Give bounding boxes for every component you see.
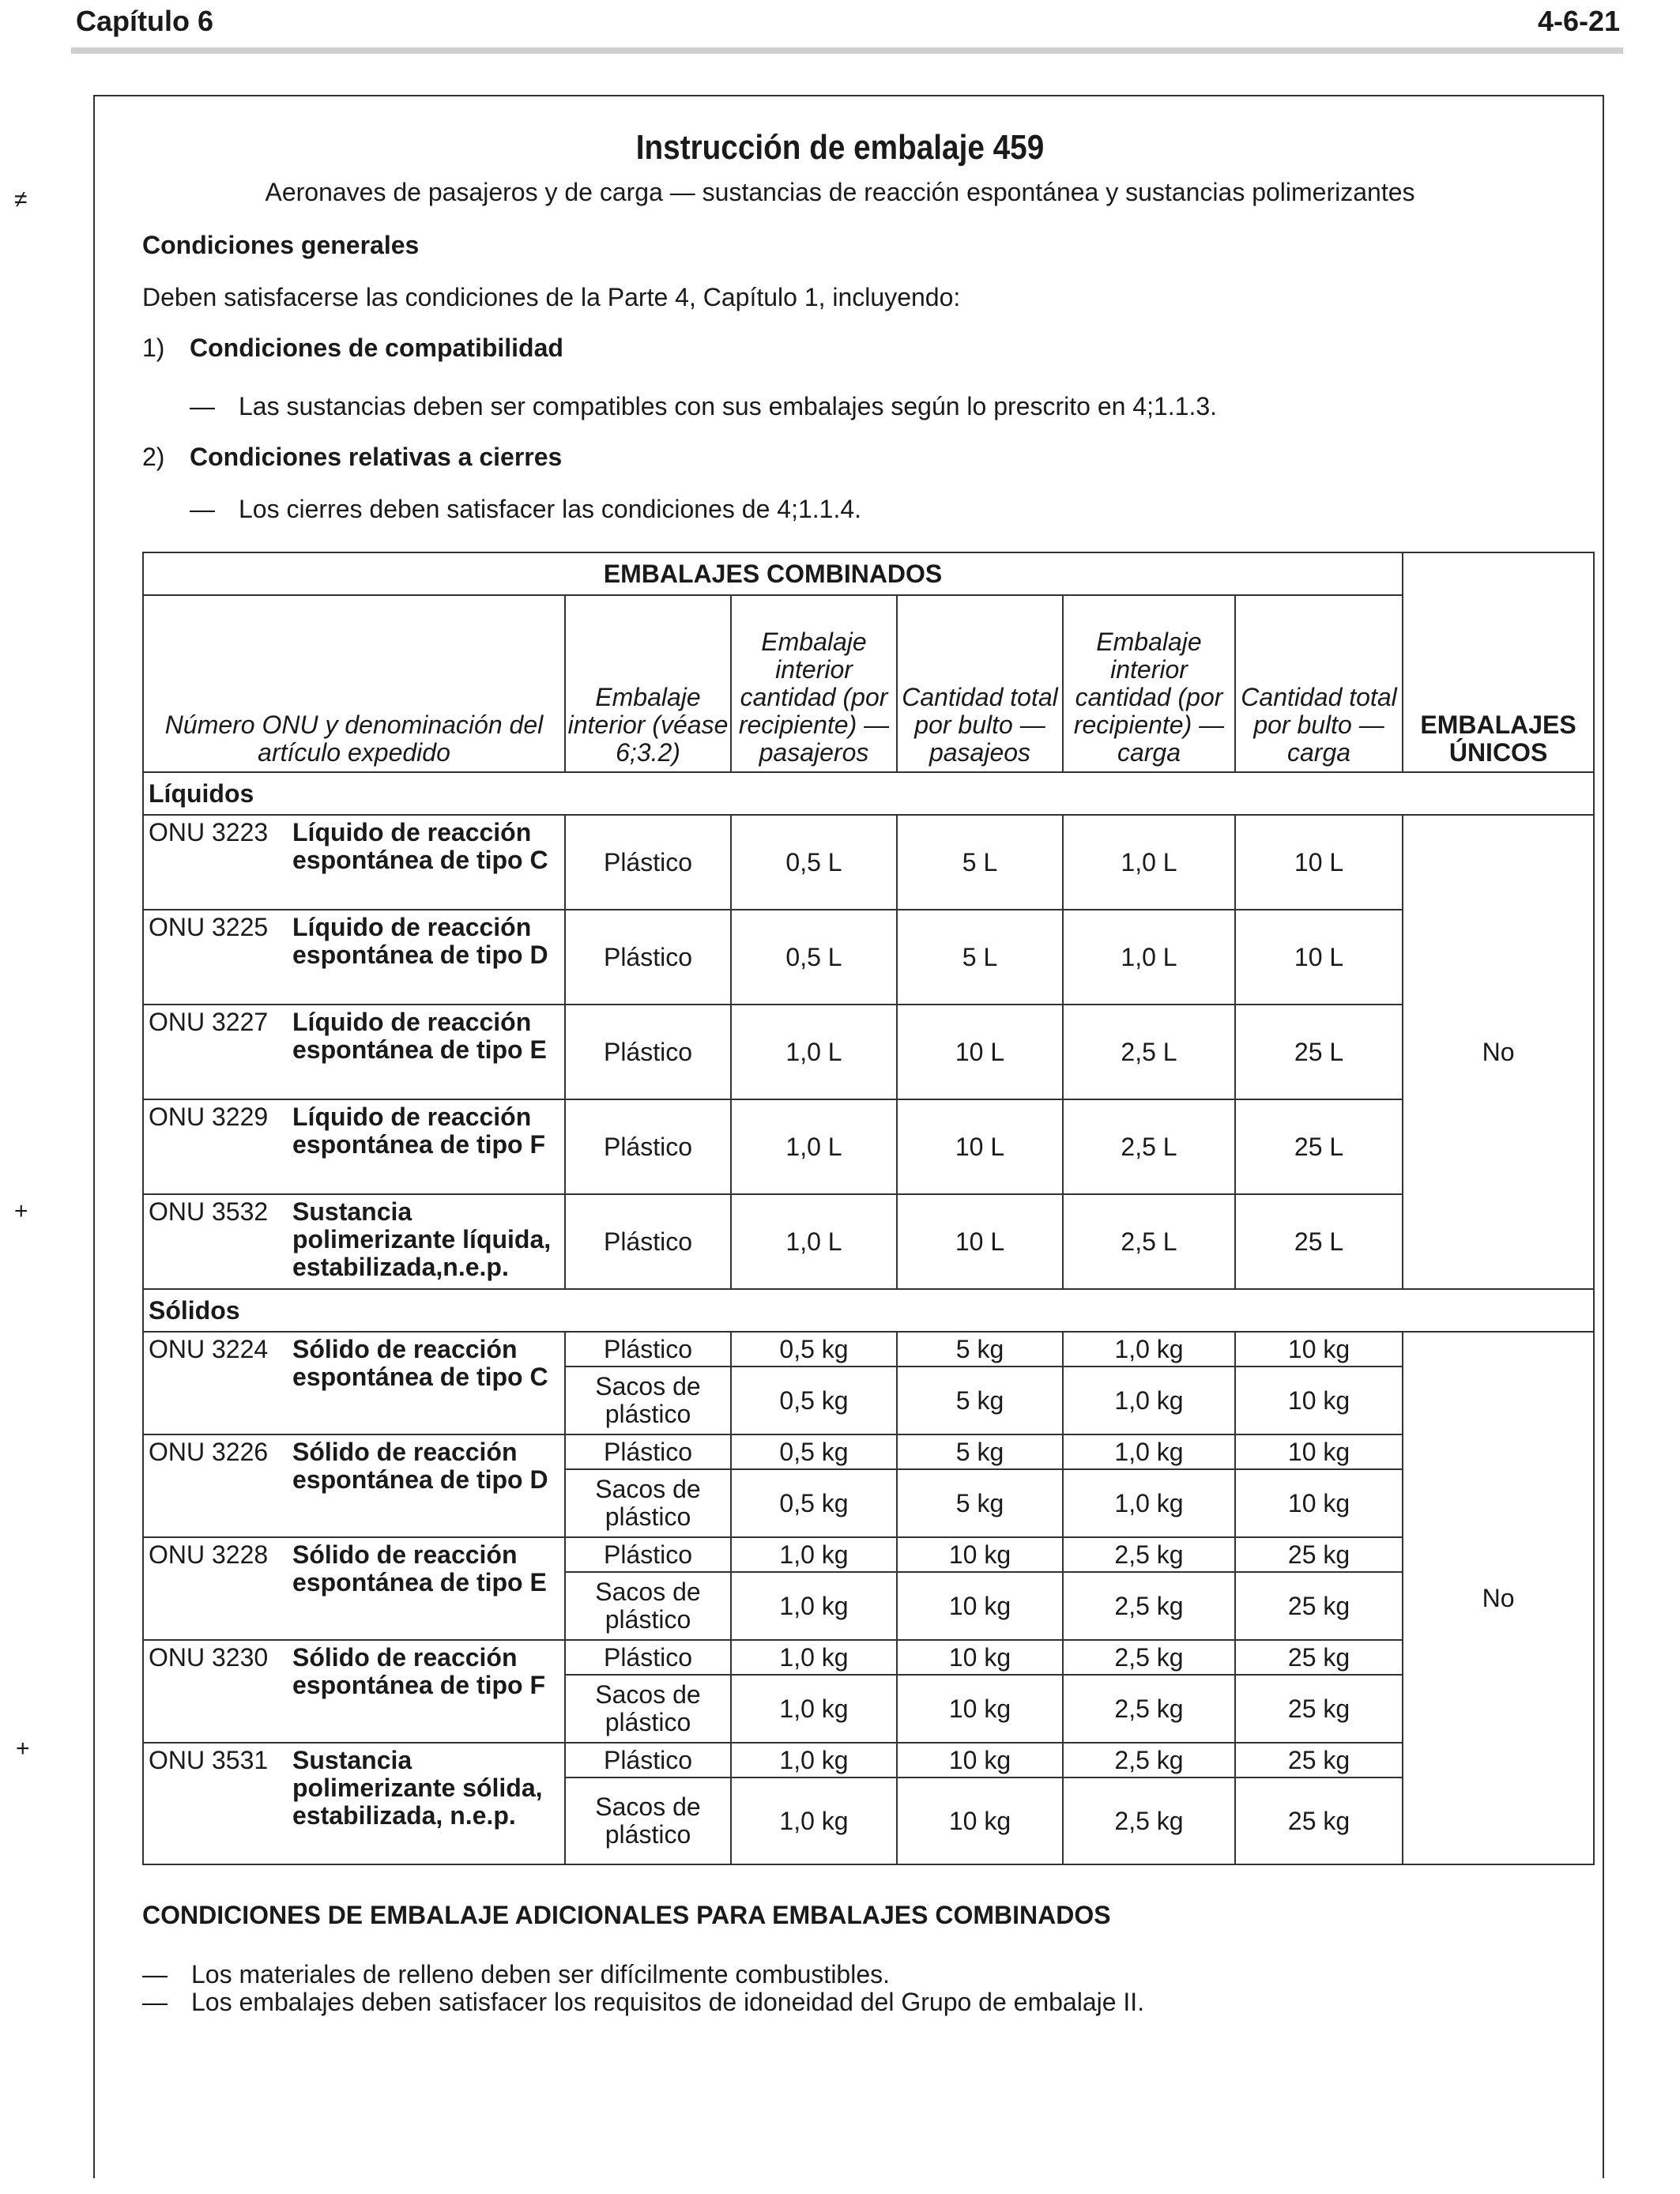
pax-inner-qty: 1,0 kg [731, 1675, 897, 1743]
pax-inner-qty: 1,0 L [731, 1194, 897, 1289]
single-packagings-value: No [1403, 1332, 1594, 1864]
column-header-cargo-inner-qty: Embalaje interior cantidad (por recipiente) — carga [1063, 595, 1235, 772]
pax-total-qty: 5 L [897, 815, 1063, 910]
shipping-name: Sólido de reacción espontánea de tipo F [292, 1643, 546, 1699]
shipping-name: Sustancia polimerizante líquida, estabilizada,n.e.p. [292, 1197, 552, 1281]
pax-inner-qty: 0,5 kg [731, 1434, 897, 1469]
list-item [142, 1960, 890, 1989]
table-row [143, 1537, 1594, 1572]
pax-total-qty: 5 kg [897, 1332, 1063, 1367]
cargo-total-qty: 10 kg [1235, 1332, 1403, 1367]
shipping-name: Líquido de reacción espontánea de tipo D [292, 913, 548, 969]
item-dash: — [142, 1960, 168, 1989]
change-mark-plus: + [16, 1736, 30, 1762]
pax-total-qty: 5 kg [897, 1469, 1063, 1537]
table-row [143, 1332, 1594, 1367]
shipping-name: Sólido de reacción espontánea de tipo D [292, 1438, 548, 1494]
un-number: ONU 3225 [149, 913, 269, 941]
column-header-un-name: Número ONU y denominación del artículo expedido [143, 595, 565, 772]
cargo-total-qty: 25 L [1235, 1005, 1403, 1099]
closures-heading: Condiciones relativas a cierres [190, 443, 563, 471]
cargo-total-qty: 10 kg [1235, 1367, 1403, 1434]
un-entry [143, 1537, 565, 1640]
cargo-inner-qty: 1,0 kg [1063, 1332, 1235, 1367]
inner-packaging: Plástico [565, 1332, 731, 1367]
item-number: 1) [142, 334, 165, 362]
item-dash: — [142, 1988, 168, 2016]
column-header-cargo-total-qty: Cantidad total por bulto — carga [1235, 595, 1403, 772]
pax-inner-qty: 1,0 L [731, 1005, 897, 1099]
pax-total-qty: 5 kg [897, 1434, 1063, 1469]
pax-inner-qty: 0,5 kg [731, 1469, 897, 1537]
cargo-inner-qty: 2,5 L [1063, 1099, 1235, 1194]
shipping-name: Líquido de reacción espontánea de tipo F [292, 1103, 546, 1159]
column-header-pax-total-qty: Cantidad total por bulto — pasajeos [897, 595, 1063, 772]
table-row [143, 1194, 1594, 1289]
inner-packaging: Sacos de plástico [565, 1777, 731, 1864]
single-packagings-header: EMBALAJES ÚNICOS [1403, 552, 1594, 772]
change-mark-plus: + [14, 1198, 28, 1224]
un-number: ONU 3532 [149, 1197, 269, 1226]
pax-inner-qty: 1,0 L [731, 1099, 897, 1194]
inner-packaging: Plástico [565, 1434, 731, 1469]
pax-total-qty: 10 kg [897, 1675, 1063, 1743]
inner-packaging: Plástico [565, 1099, 731, 1194]
column-header-inner-packaging: Embalaje interior (véase 6;3.2) [565, 595, 731, 772]
cargo-inner-qty: 2,5 L [1063, 1005, 1235, 1099]
additional-conditions-heading: CONDICIONES DE EMBALAJE ADICIONALES PARA EMBALAJES COMBINADOS [142, 1901, 1111, 1929]
cargo-inner-qty: 2,5 L [1063, 1194, 1235, 1289]
general-heading: Condiciones generales [142, 231, 420, 259]
item-dash: — [190, 392, 215, 420]
inner-packaging: Sacos de plástico [565, 1367, 731, 1434]
item-dash: — [190, 495, 215, 523]
cargo-inner-qty: 2,5 kg [1063, 1675, 1235, 1743]
pax-total-qty: 10 kg [897, 1743, 1063, 1777]
cargo-inner-qty: 2,5 kg [1063, 1572, 1235, 1640]
pax-total-qty: 10 kg [897, 1640, 1063, 1675]
column-header-pax-inner-qty: Embalaje interior cantidad (por recipiente) — pasajeros [731, 595, 897, 772]
table-row [143, 910, 1594, 1005]
compatibility-heading: Condiciones de compatibilidad [190, 334, 563, 362]
pax-inner-qty: 1,0 kg [731, 1743, 897, 1777]
un-number: ONU 3228 [149, 1540, 269, 1569]
un-entry [143, 1099, 565, 1194]
shipping-name: Sólido de reacción espontánea de tipo E [292, 1540, 547, 1596]
cargo-total-qty: 10 kg [1235, 1434, 1403, 1469]
un-number: ONU 3230 [149, 1643, 269, 1672]
pax-inner-qty: 0,5 kg [731, 1332, 897, 1367]
chapter-label: Capítulo 6 [76, 5, 214, 37]
inner-packaging: Sacos de plástico [565, 1469, 731, 1537]
un-entry [143, 1332, 565, 1434]
packing-table [142, 552, 1595, 1865]
inner-packaging: Plástico [565, 1537, 731, 1572]
un-number: ONU 3227 [149, 1008, 269, 1036]
cargo-total-qty: 10 L [1235, 815, 1403, 910]
cargo-inner-qty: 1,0 kg [1063, 1434, 1235, 1469]
closures-text: Los cierres deben satisfacer las condiciones de 4;1.1.4. [239, 495, 862, 523]
un-number: ONU 3226 [149, 1438, 269, 1466]
un-entry [143, 1640, 565, 1743]
pax-total-qty: 10 L [897, 1099, 1063, 1194]
instruction-subtitle: Aeronaves de pasajeros y de carga — sustancias de reacción espontánea y sustancias polimerizantes [265, 178, 1415, 206]
un-entry [143, 1194, 565, 1289]
pax-inner-qty: 0,5 L [731, 815, 897, 910]
page-number: 4-6-21 [1537, 5, 1620, 37]
cargo-inner-qty: 1,0 kg [1063, 1469, 1235, 1537]
cargo-inner-qty: 1,0 kg [1063, 1367, 1235, 1434]
single-packagings-value: No [1403, 815, 1594, 1289]
cargo-inner-qty: 2,5 kg [1063, 1777, 1235, 1864]
inner-packaging: Sacos de plástico [565, 1675, 731, 1743]
table-row [143, 815, 1594, 910]
pax-inner-qty: 1,0 kg [731, 1777, 897, 1864]
table-row [143, 1099, 1594, 1194]
un-number: ONU 3531 [149, 1746, 269, 1774]
cargo-total-qty: 25 kg [1235, 1537, 1403, 1572]
shipping-name: Sólido de reacción espontánea de tipo C [292, 1335, 548, 1391]
pax-total-qty: 10 kg [897, 1777, 1063, 1864]
inner-packaging: Plástico [565, 910, 731, 1005]
cargo-total-qty: 25 kg [1235, 1743, 1403, 1777]
un-entry [143, 1005, 565, 1099]
header-rule [71, 47, 1623, 54]
pax-total-qty: 10 L [897, 1194, 1063, 1289]
table-row [143, 1743, 1594, 1777]
un-entry [143, 1743, 565, 1864]
inner-packaging: Plástico [565, 815, 731, 910]
combined-packagings-header: EMBALAJES COMBINADOS [143, 552, 1403, 595]
un-number: ONU 3224 [149, 1335, 269, 1363]
pax-total-qty: 5 kg [897, 1367, 1063, 1434]
cargo-total-qty: 10 kg [1235, 1469, 1403, 1537]
un-entry [143, 910, 565, 1005]
un-number: ONU 3229 [149, 1103, 269, 1131]
pax-total-qty: 10 kg [897, 1537, 1063, 1572]
pax-inner-qty: 1,0 kg [731, 1537, 897, 1572]
additional-condition-text: Los materiales de relleno deben ser difícilmente combustibles. [191, 1960, 891, 1989]
instruction-title: Instrucción de embalaje 459 [635, 128, 1045, 167]
pax-total-qty: 5 L [897, 910, 1063, 1005]
inner-packaging: Sacos de plástico [565, 1572, 731, 1640]
inner-packaging: Plástico [565, 1005, 731, 1099]
shipping-name: Sustancia polimerizante sólida, estabilizada, n.e.p. [292, 1746, 543, 1830]
cargo-total-qty: 25 kg [1235, 1675, 1403, 1743]
pax-inner-qty: 0,5 kg [731, 1367, 897, 1434]
cargo-inner-qty: 1,0 L [1063, 815, 1235, 910]
table-row [143, 1434, 1594, 1469]
cargo-total-qty: 25 kg [1235, 1640, 1403, 1675]
cargo-inner-qty: 2,5 kg [1063, 1640, 1235, 1675]
cargo-total-qty: 25 L [1235, 1194, 1403, 1289]
item-number: 2) [142, 443, 165, 471]
pax-total-qty: 10 L [897, 1005, 1063, 1099]
cargo-inner-qty: 2,5 kg [1063, 1537, 1235, 1572]
list-item [142, 1988, 1144, 2017]
un-entry [143, 815, 565, 910]
inner-packaging: Plástico [565, 1640, 731, 1675]
inner-packaging: Plástico [565, 1743, 731, 1777]
cargo-total-qty: 25 kg [1235, 1777, 1403, 1864]
cargo-total-qty: 25 L [1235, 1099, 1403, 1194]
shipping-name: Líquido de reacción espontánea de tipo C [292, 818, 548, 874]
compatibility-text: Las sustancias deben ser compatibles con sus embalajes según lo prescrito en 4;1.1.3. [239, 392, 1218, 420]
additional-condition-text: Los embalajes deben satisfacer los requisitos de idoneidad del Grupo de embalaje II. [191, 1988, 1145, 2016]
pax-inner-qty: 0,5 L [731, 910, 897, 1005]
cargo-total-qty: 10 L [1235, 910, 1403, 1005]
section-liquids: Líquidos [143, 772, 1594, 815]
inner-packaging: Plástico [565, 1194, 731, 1289]
pax-inner-qty: 1,0 kg [731, 1572, 897, 1640]
cargo-inner-qty: 1,0 L [1063, 910, 1235, 1005]
change-mark-neq: ≠ [14, 187, 28, 213]
cargo-total-qty: 25 kg [1235, 1572, 1403, 1640]
general-intro: Deben satisfacerse las condiciones de la Parte 4, Capítulo 1, incluyendo: [142, 283, 961, 311]
cargo-inner-qty: 2,5 kg [1063, 1743, 1235, 1777]
table-row [143, 1640, 1594, 1675]
section-solids: Sólidos [143, 1289, 1594, 1332]
pax-total-qty: 10 kg [897, 1572, 1063, 1640]
shipping-name: Líquido de reacción espontánea de tipo E [292, 1008, 547, 1064]
table-row [143, 1005, 1594, 1099]
pax-inner-qty: 1,0 kg [731, 1640, 897, 1675]
un-entry [143, 1434, 565, 1537]
un-number: ONU 3223 [149, 818, 269, 846]
